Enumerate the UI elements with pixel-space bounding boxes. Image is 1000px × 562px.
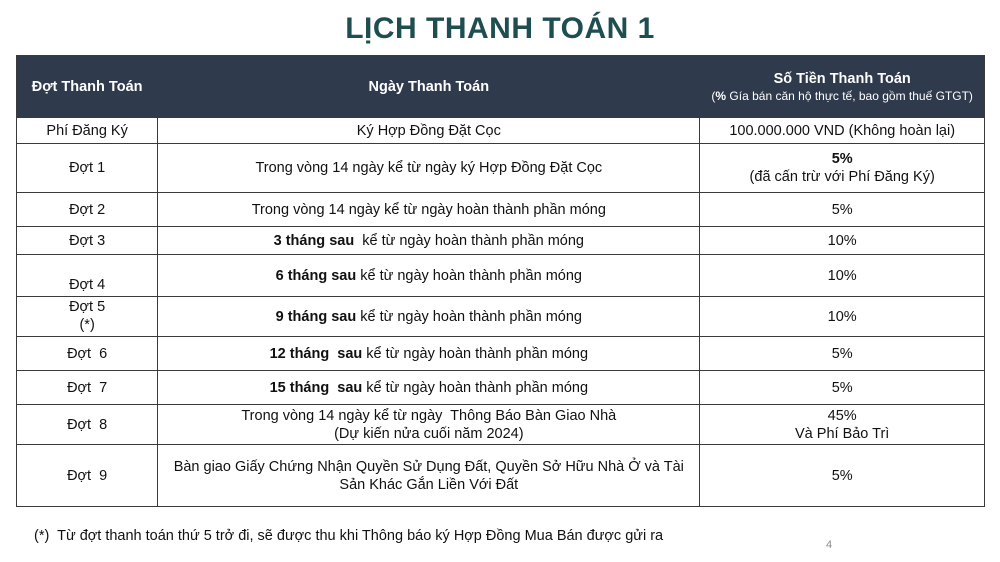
header-amount-subtitle: (% Gía bán căn hộ thực tế, bao gồm thuế GTGT) <box>711 88 973 103</box>
footnote: (*) Từ đợt thanh toán thứ 5 trở đi, sẽ được thu khi Thông báo ký Hợp Đồng Mua Bán được gửi ra <box>34 528 664 544</box>
amount-cell: 5% <box>700 193 985 227</box>
date-cell: 6 tháng sau kể từ ngày hoàn thành phần móng <box>158 255 700 297</box>
stage-cell: Đợt 1 <box>17 144 158 193</box>
header-amount-title: Số Tiền Thanh Toán <box>773 70 911 87</box>
table-row <box>17 371 985 405</box>
amount-cell: 100.000.000 VND (Không hoàn lại) <box>700 118 985 144</box>
header-payment-date: Ngày Thanh Toán <box>158 56 700 118</box>
date-cell: 3 tháng sau kể từ ngày hoàn thành phần móng <box>158 227 700 255</box>
header-payment-amount <box>700 56 985 118</box>
date-cell: 15 tháng sau kể từ ngày hoàn thành phần móng <box>158 371 700 405</box>
page-number: 4 <box>826 539 833 551</box>
stage-label: Đợt 5 <box>69 299 106 315</box>
header-payment-stage: Đợt Thanh Toán <box>17 56 158 118</box>
amount-value: 45% <box>827 407 857 424</box>
table-row <box>17 193 985 227</box>
table-row <box>17 255 985 297</box>
table-row <box>17 144 985 193</box>
date-cell <box>158 405 700 445</box>
date-line: Bàn giao Giấy Chứng Nhận Quyền Sử Dụng Đất, Quyền Sở Hữu Nhà Ở và Tài <box>173 458 684 475</box>
stage-cell: Đợt 2 <box>17 193 158 227</box>
date-line: (Dự kiến nửa cuối năm 2024) <box>334 425 524 442</box>
payment-schedule-table <box>16 55 985 507</box>
page-title: LỊCH THANH TOÁN 1 <box>345 12 655 45</box>
date-cell <box>158 445 700 507</box>
stage-cell: Đợt 4 <box>17 255 158 297</box>
date-cell: Trong vòng 14 ngày kể từ ngày ký Hợp Đồng Đặt Cọc <box>158 144 700 193</box>
date-line: Trong vòng 14 ngày kể từ ngày Thông Báo Bàn Giao Nhà <box>241 407 617 424</box>
table-header-row <box>17 56 985 118</box>
stage-note: (*) <box>79 317 95 333</box>
date-cell: 12 tháng sau kể từ ngày hoàn thành phần móng <box>158 337 700 371</box>
date-line: Sản Khác Gắn Liền Với Đất <box>339 476 519 493</box>
stage-cell: Phí Đăng Ký <box>17 118 158 144</box>
amount-cell <box>700 144 985 193</box>
amount-cell: 10% <box>700 227 985 255</box>
date-cell: Trong vòng 14 ngày kể từ ngày hoàn thành phần móng <box>158 193 700 227</box>
table-row <box>17 445 985 507</box>
amount-cell: 5% <box>700 371 985 405</box>
amount-note: Và Phí Bảo Trì <box>795 425 890 442</box>
amount-cell <box>700 405 985 445</box>
amount-value: 5% <box>831 151 853 167</box>
amount-note: (đã cấn trừ với Phí Đăng Ký) <box>749 169 935 185</box>
stage-cell: Đợt 6 <box>17 337 158 371</box>
table-row <box>17 337 985 371</box>
date-cell: Ký Hợp Đồng Đặt Cọc <box>158 118 700 144</box>
amount-cell: 10% <box>700 255 985 297</box>
stage-cell: Đợt 8 <box>17 405 158 445</box>
stage-cell <box>17 297 158 337</box>
table-row <box>17 297 985 337</box>
amount-cell: 5% <box>700 445 985 507</box>
date-cell: 9 tháng sau kể từ ngày hoàn thành phần móng <box>158 297 700 337</box>
stage-cell: Đợt 3 <box>17 227 158 255</box>
table-row <box>17 405 985 445</box>
table-row <box>17 227 985 255</box>
amount-cell: 5% <box>700 337 985 371</box>
stage-cell: Đợt 9 <box>17 445 158 507</box>
stage-cell: Đợt 7 <box>17 371 158 405</box>
table-row <box>17 118 985 144</box>
amount-cell: 10% <box>700 297 985 337</box>
